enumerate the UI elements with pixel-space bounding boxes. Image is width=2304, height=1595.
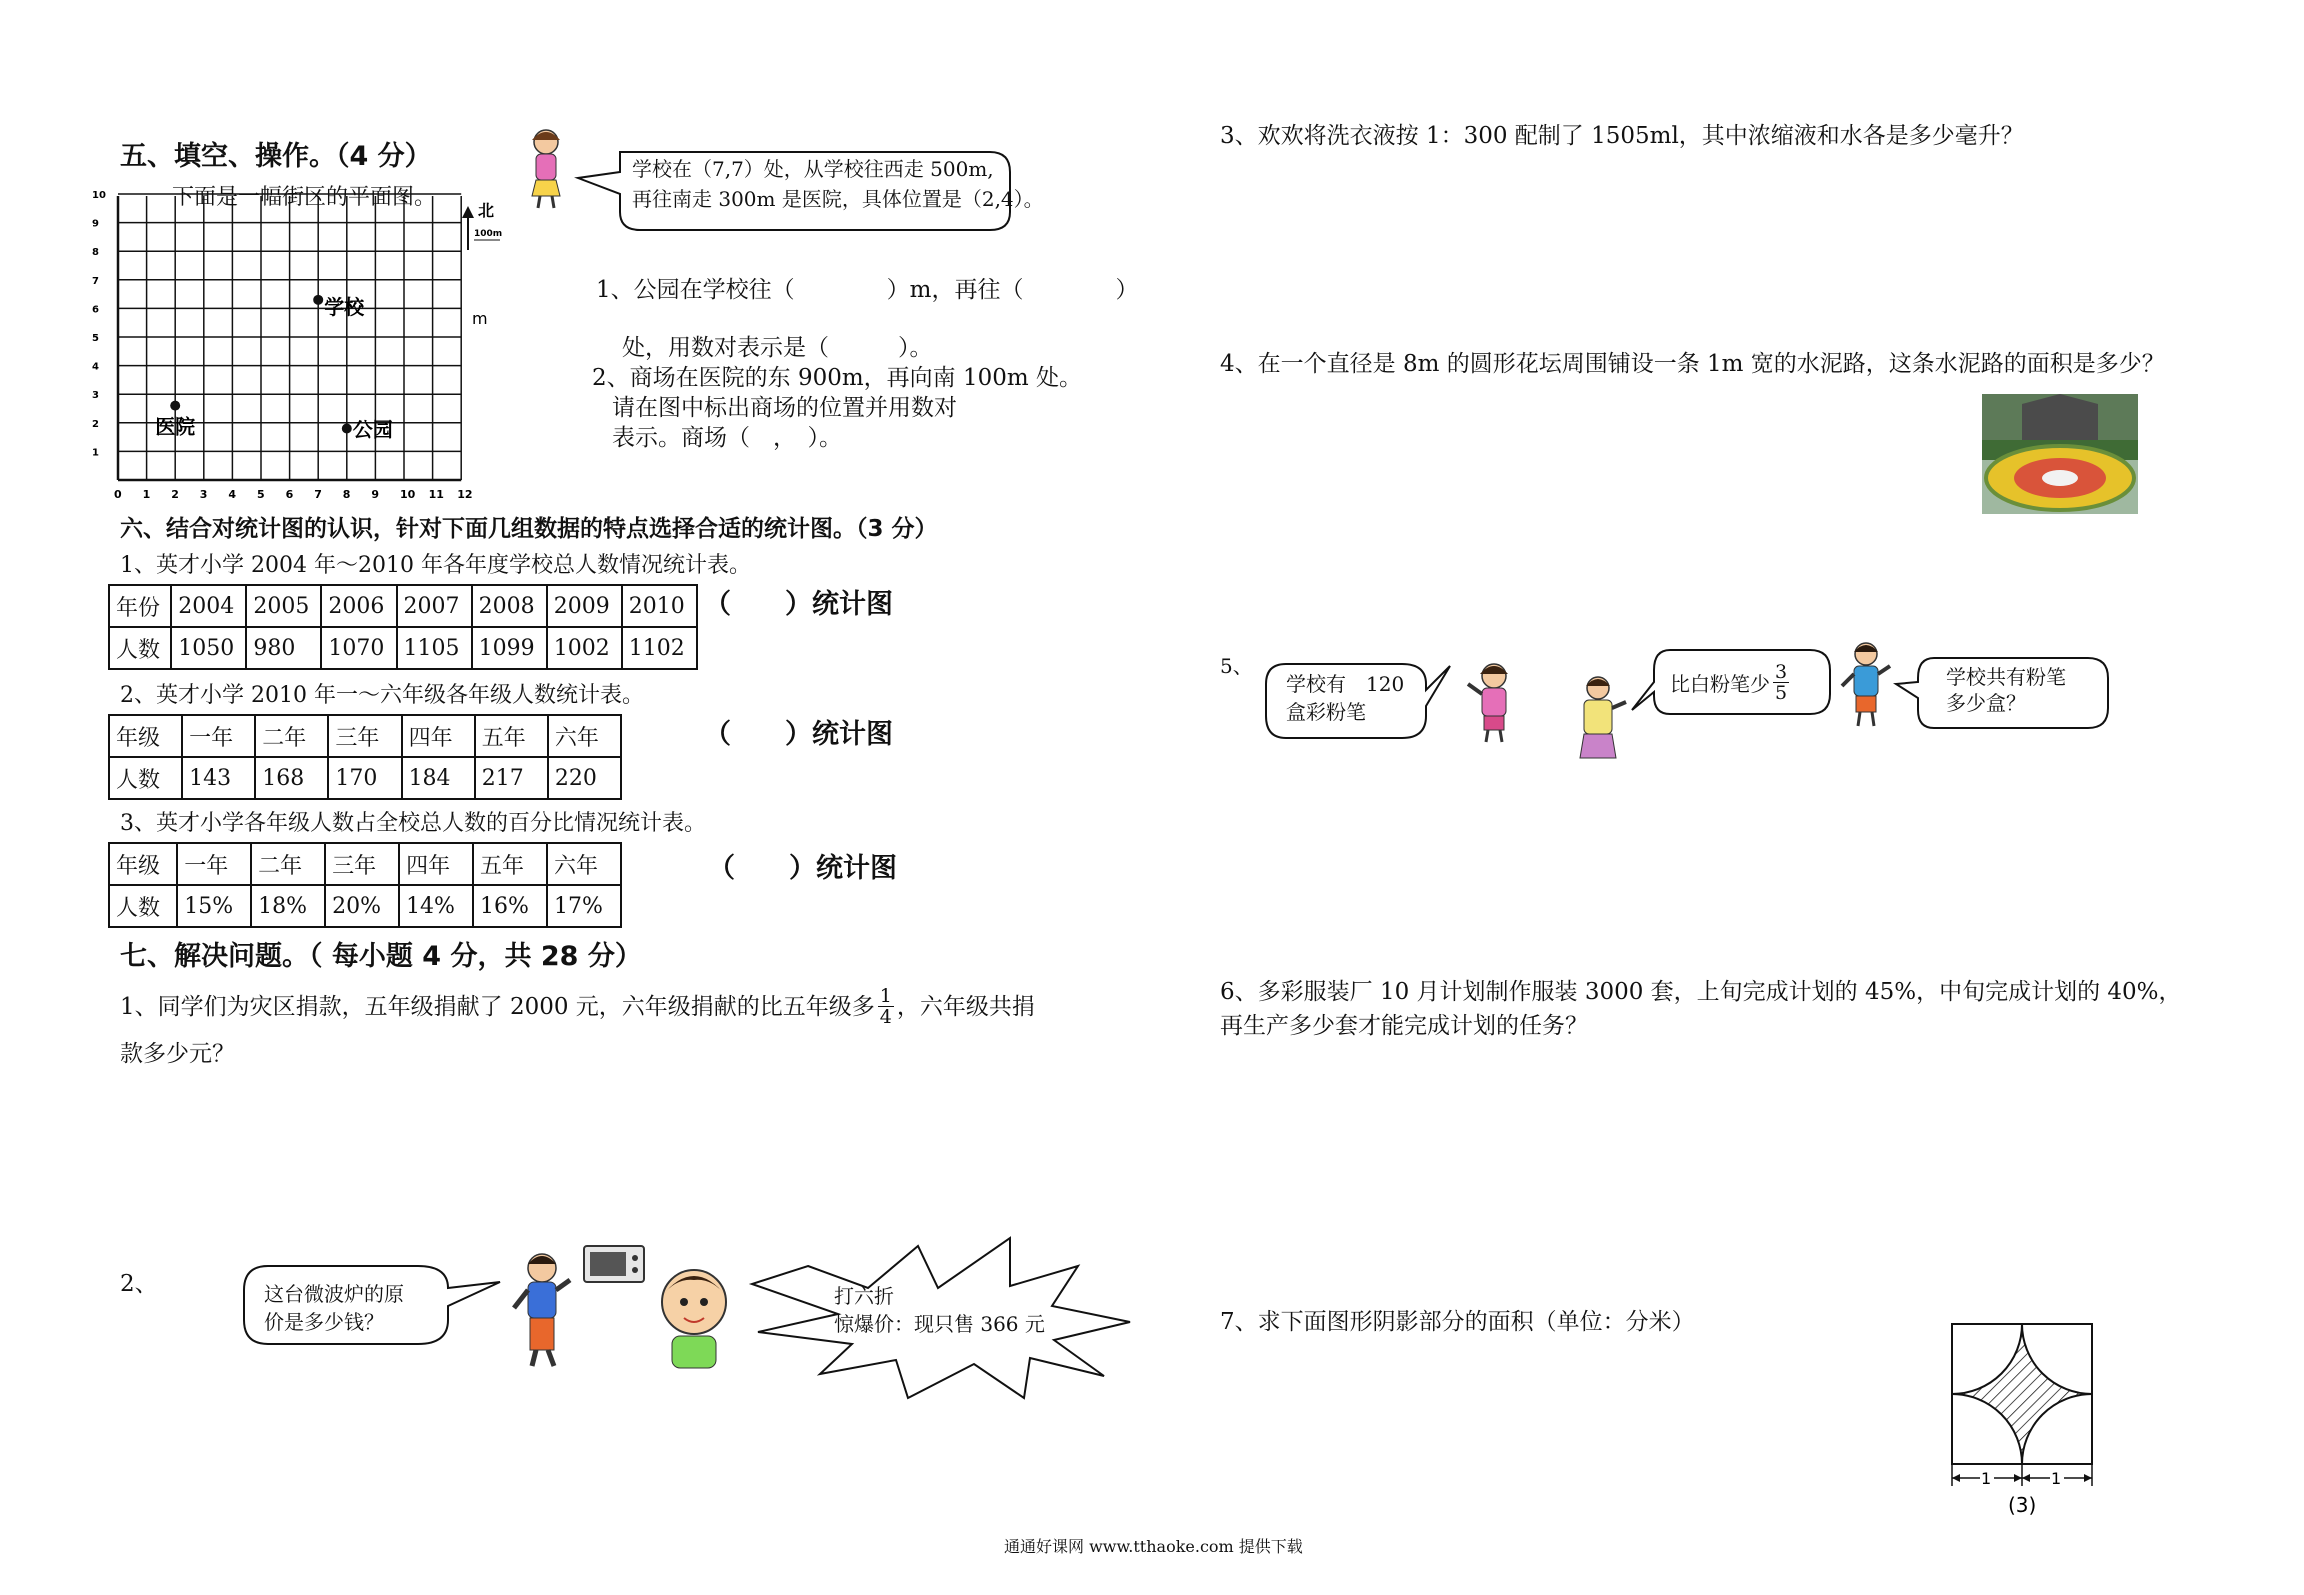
table-cell: 1002 xyxy=(547,627,622,669)
table-cell: 2007 xyxy=(397,585,472,627)
q1-part1: 1、同学们为灾区捐款，五年级捐献了 2000 元，六年级捐献的比五年级多 xyxy=(120,993,875,1020)
section5-q2-line3: 表示。商场（ ， ）。 xyxy=(612,425,842,451)
hospital-point xyxy=(170,401,180,411)
y-tick-label: 4 xyxy=(92,361,99,373)
x-tick-label: 12 xyxy=(457,488,473,501)
q5-bubble2-text xyxy=(1670,662,1792,703)
microwave-icon xyxy=(582,1244,646,1284)
y-tick-label: 3 xyxy=(92,390,99,402)
table2-answer-blank: （ ）统计图 xyxy=(704,719,893,750)
teacher-figure-icon xyxy=(1568,674,1628,770)
table-cell: 2005 xyxy=(246,585,321,627)
table-row xyxy=(109,627,697,669)
q5-bubble3-line1: 学校共有粉笔 xyxy=(1946,665,2066,689)
x-tick-label: 0 xyxy=(114,488,122,501)
table-cell: 1102 xyxy=(622,627,697,669)
school-label: 学校 xyxy=(324,294,365,319)
section5-q2-line1: 2、商场在医院的东 900m，再向南 100m 处。 xyxy=(592,365,1082,391)
table-cell: 三年 xyxy=(328,715,401,757)
kid-figure-icon xyxy=(654,1264,732,1372)
q6-line1: 6、多彩服装厂 10 月计划制作服装 3000 套，上旬完成计划的 45%，中旬完成计划的 40%， xyxy=(1220,979,2182,1005)
q3-text: 3、欢欢将洗衣液按 1：300 配制了 1505ml，其中浓缩液和水各是多少毫升？ xyxy=(1220,123,2024,149)
table-cell: 1105 xyxy=(397,627,472,669)
table-cell: 五年 xyxy=(475,715,548,757)
dim-label-2: 1 xyxy=(2051,1469,2062,1488)
section7-q1-line1 xyxy=(120,986,1035,1027)
section5-bubble-text xyxy=(632,154,1044,214)
table-cell: 1050 xyxy=(171,627,246,669)
bubble-line-2: 再往南走 300m 是医院，具体位置是（2,4）。 xyxy=(632,187,1044,211)
section5-q1-line2: 处，用数对表示是（ ）。 xyxy=(622,335,933,361)
x-tick-label: 4 xyxy=(228,488,237,501)
page-footer: 通通好课网 www.tthaoke.com 提供下载 xyxy=(1004,1537,1303,1556)
unit-label: m xyxy=(472,309,488,328)
table-cell: 二年 xyxy=(251,843,325,885)
section7-q2-number: 2、 xyxy=(120,1271,158,1297)
figure-caption: (3) xyxy=(2008,1493,2037,1517)
q5-bubble2-label: 比白粉笔少 xyxy=(1670,672,1770,696)
bubble-line-1: 学校在（7,7）处，从学校往西走 500m, xyxy=(632,157,994,181)
table-cell: 年级 xyxy=(109,843,177,885)
table1-answer-blank: （ ）统计图 xyxy=(704,589,893,620)
table-cell: 1070 xyxy=(321,627,396,669)
table-cell: 六年 xyxy=(547,843,621,885)
y-tick-label: 9 xyxy=(92,218,99,230)
section6-title: 六、结合对统计图的认识，针对下面几组数据的特点选择合适的统计图。（3 分） xyxy=(120,516,938,542)
table-cell: 五年 xyxy=(473,843,547,885)
girl-figure-icon xyxy=(522,126,570,210)
table-row xyxy=(109,885,621,927)
table-cell: 220 xyxy=(548,757,621,799)
scale-label: 100m xyxy=(474,229,503,239)
table-cell: 2009 xyxy=(547,585,622,627)
q2-starburst-text xyxy=(834,1282,1045,1338)
table-cell: 年级 xyxy=(109,715,182,757)
table-row xyxy=(109,757,621,799)
hospital-label: 医院 xyxy=(155,414,196,439)
table-cell: 四年 xyxy=(399,843,473,885)
q5-bubble3-line2: 多少盒？ xyxy=(1946,691,2026,715)
x-tick-label: 10 xyxy=(400,488,416,501)
x-tick-label: 3 xyxy=(199,488,208,501)
table-cell: 184 xyxy=(402,757,475,799)
shaded-area-figure xyxy=(1940,1316,2100,1516)
y-tick-label: 8 xyxy=(92,247,99,259)
table3-caption: 3、英才小学各年级人数占全校总人数的百分比情况统计表。 xyxy=(120,811,706,836)
y-tick-label: 7 xyxy=(92,275,99,287)
q5-bubble1-text xyxy=(1286,670,1404,726)
table-cell: 143 xyxy=(182,757,255,799)
park-label: 公园 xyxy=(352,417,393,442)
table-cell: 六年 xyxy=(548,715,621,757)
table-cell: 2006 xyxy=(321,585,396,627)
table-cell: 人数 xyxy=(109,757,182,799)
q1-fraction xyxy=(878,986,894,1027)
y-tick-label: 6 xyxy=(92,304,99,316)
table-cell: 二年 xyxy=(255,715,328,757)
q1-part2: ，六年级共捐 xyxy=(896,993,1035,1020)
dim-label-1: 1 xyxy=(1981,1469,1992,1488)
table-cell: 四年 xyxy=(402,715,475,757)
y-tick-label: 1 xyxy=(92,447,99,459)
boy-figure-icon xyxy=(1838,640,1894,728)
north-arrowhead-icon xyxy=(462,206,474,218)
boy-figure-icon xyxy=(508,1250,578,1370)
table-cell: 2008 xyxy=(472,585,547,627)
table-cell: 一年 xyxy=(177,843,251,885)
x-tick-label: 8 xyxy=(342,488,351,501)
q5-bubble3-text xyxy=(1946,664,2066,716)
table1 xyxy=(108,584,698,670)
q5-bubble1-line2: 盒彩粉笔 xyxy=(1286,700,1366,724)
flower-bed-photo xyxy=(1982,394,2138,514)
table-cell: 170 xyxy=(328,757,401,799)
q2-bubble-line2: 价是多少钱？ xyxy=(264,1310,384,1334)
table-row xyxy=(109,715,621,757)
q5-fraction xyxy=(1773,662,1789,703)
section7-title: 七、解决问题。（ 每小题 4 分，共 28 分） xyxy=(120,941,642,972)
table-cell: 168 xyxy=(255,757,328,799)
table-cell: 16% xyxy=(473,885,547,927)
x-tick-label: 5 xyxy=(257,488,265,501)
q7-text: 7、求下面图形阴影部分的面积（单位：分米） xyxy=(1220,1309,1695,1335)
x-tick-labels xyxy=(114,488,473,501)
table-cell: 一年 xyxy=(182,715,255,757)
q6-line2: 再生产多少套才能完成计划的任务？ xyxy=(1220,1013,1588,1039)
school-point xyxy=(313,295,323,305)
table1-caption: 1、英才小学 2004 年～2010 年各年度学校总人数情况统计表。 xyxy=(120,553,751,578)
q2-bubble-line1: 这台微波炉的原 xyxy=(264,1282,404,1306)
table-row xyxy=(109,843,621,885)
table-cell: 17% xyxy=(547,885,621,927)
q5-frac-den: 5 xyxy=(1775,682,1788,704)
x-tick-label: 2 xyxy=(171,488,179,501)
table-cell: 14% xyxy=(399,885,473,927)
q1-frac-den: 4 xyxy=(879,1006,892,1028)
table-cell: 18% xyxy=(251,885,325,927)
q2-bubble-text xyxy=(264,1280,404,1336)
table2-caption: 2、英才小学 2010 年一～六年级各年级人数统计表。 xyxy=(120,683,644,708)
x-tick-label: 6 xyxy=(285,488,294,501)
park-point xyxy=(342,424,352,434)
table-cell: 20% xyxy=(325,885,399,927)
section7-q1-line2: 款多少元？ xyxy=(120,1041,235,1067)
x-tick-label: 11 xyxy=(428,488,444,501)
table-cell: 三年 xyxy=(325,843,399,885)
x-tick-label: 9 xyxy=(371,488,380,501)
x-tick-label: 7 xyxy=(314,488,322,501)
table-cell: 980 xyxy=(246,627,321,669)
y-tick-labels xyxy=(92,190,106,458)
y-tick-label: 5 xyxy=(92,333,99,344)
starburst-line1: 打六折 xyxy=(834,1284,894,1308)
section5-q1-line1: 1、公园在学校往（ ）m，再往（ ） xyxy=(596,277,1139,303)
x-tick-label: 1 xyxy=(142,488,151,501)
section5-q2-line2: 请在图中标出商场的位置并用数对 xyxy=(612,395,957,421)
q4-text: 4、在一个直径是 8m 的圆形花坛周围铺设一条 1m 宽的水泥路，这条水泥路的面积是多少？ xyxy=(1220,351,2165,377)
table-cell: 人数 xyxy=(109,627,171,669)
table2 xyxy=(108,714,622,800)
q1-frac-num: 1 xyxy=(879,985,892,1007)
north-label: 北 xyxy=(478,201,495,220)
section5-title: 五、填空、操作。（4 分） xyxy=(120,141,432,172)
table-cell: 人数 xyxy=(109,885,177,927)
table-cell: 15% xyxy=(177,885,251,927)
q5-number: 5、 xyxy=(1220,654,1253,678)
section5-intro: 下面是一幅街区的平面图。 xyxy=(172,185,437,210)
table-cell: 年份 xyxy=(109,585,171,627)
table-cell: 2004 xyxy=(171,585,246,627)
q5-frac-num: 3 xyxy=(1775,661,1788,683)
table3-answer-blank: （ ）统计图 xyxy=(708,853,897,884)
table3 xyxy=(108,842,622,928)
table-cell: 2010 xyxy=(622,585,697,627)
table-row xyxy=(109,585,697,627)
table-cell: 217 xyxy=(475,757,548,799)
girl-figure-icon xyxy=(1464,660,1524,744)
table-cell: 1099 xyxy=(472,627,547,669)
starburst-line2: 惊爆价：现只售 366 元 xyxy=(834,1312,1045,1336)
y-tick-label: 10 xyxy=(92,190,106,201)
q5-bubble1-line1: 学校有 120 xyxy=(1286,672,1405,696)
y-tick-label: 2 xyxy=(92,418,99,430)
